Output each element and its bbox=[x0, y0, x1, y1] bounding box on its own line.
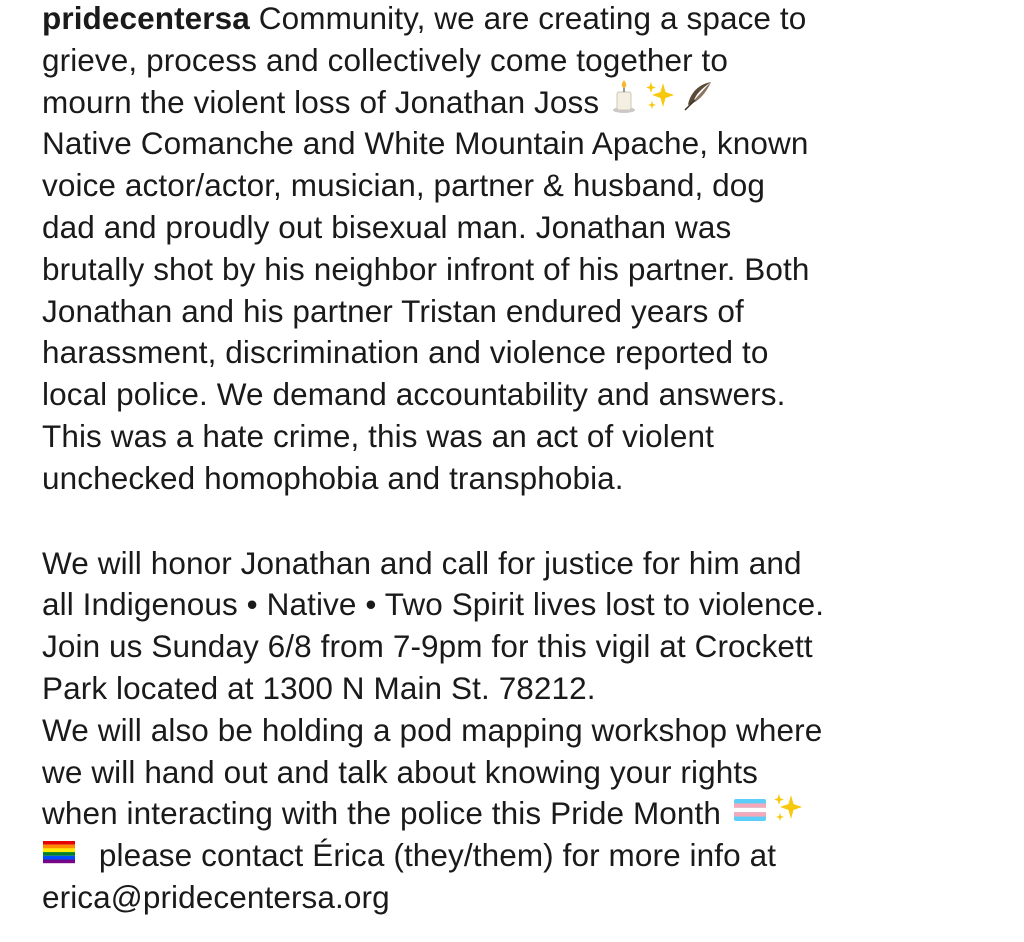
caption-line: Native Comanche and White Mountain Apache, known bbox=[42, 125, 809, 162]
caption-line: brutally shot by his neighbor infront of his partner. Both bbox=[42, 250, 810, 287]
caption-text: please contact Érica (they/them) for more info at bbox=[90, 837, 777, 874]
caption-line: we will hand out and talk about knowing your rights bbox=[42, 753, 759, 790]
caption-line: unchecked homophobia and transphobia. bbox=[42, 459, 624, 496]
post-caption bbox=[42, 0, 1002, 919]
caption-line: voice actor/actor, musician, partner & husband, dog bbox=[42, 167, 766, 204]
sparkles-icon bbox=[771, 791, 805, 836]
sparkles-icon bbox=[643, 79, 677, 124]
caption-line-with-emoji bbox=[42, 793, 1002, 835]
paragraph-spacer bbox=[42, 500, 1002, 543]
feather-icon bbox=[681, 79, 715, 124]
email-link[interactable]: erica@pridecentersa.org bbox=[42, 878, 390, 915]
caption-line: grieve, process and collectively come together to bbox=[42, 41, 728, 78]
caption-line-1 bbox=[42, 0, 1002, 40]
caption-text: when interacting with the police this Pride Month bbox=[42, 795, 722, 832]
caption-line: Park located at 1300 N Main St. 78212. bbox=[42, 669, 596, 706]
candle-icon bbox=[609, 79, 639, 124]
caption-text: mourn the violent loss of Jonathan Joss bbox=[42, 83, 600, 120]
caption-text: Community, we are creating a space to bbox=[249, 0, 807, 36]
caption-line-with-emoji bbox=[42, 82, 1002, 124]
caption-line: Join us Sunday 6/8 from 7-9pm for this vigil at Crockett bbox=[42, 628, 813, 665]
caption-line: dad and proudly out bisexual man. Jonathan was bbox=[42, 208, 732, 245]
caption-line: Jonathan and his partner Tristan endured years of bbox=[42, 292, 744, 329]
trans-flag-icon bbox=[733, 792, 767, 834]
rainbow-flag-icon bbox=[42, 834, 76, 876]
caption-line: We will also be holding a pod mapping workshop where bbox=[42, 711, 823, 748]
username-link[interactable]: pridecentersa bbox=[42, 0, 250, 36]
caption-line-with-emoji bbox=[42, 835, 1002, 877]
caption-line: We will honor Jonathan and call for justice for him and bbox=[42, 544, 802, 581]
caption-line: local police. We demand accountability and answers. bbox=[42, 376, 786, 413]
caption-line: all Indigenous • Native • Two Spirit lives lost to violence. bbox=[42, 586, 825, 623]
caption-line: This was a hate crime, this was an act of violent bbox=[42, 417, 714, 454]
caption-line: harassment, discrimination and violence reported to bbox=[42, 334, 769, 371]
